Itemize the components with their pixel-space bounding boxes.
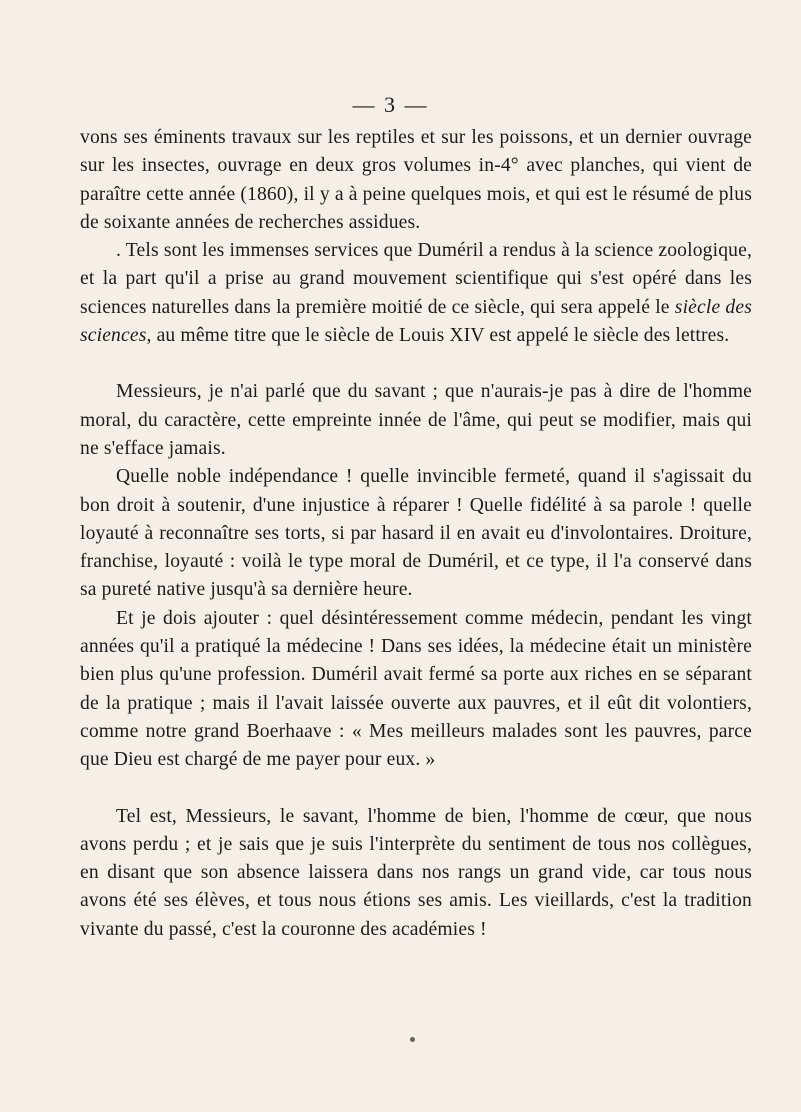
paragraph-services-part2: , au même titre que le siècle de Louis XIV est appelé le siècle des lettres. [146, 325, 730, 347]
paragraph-services-italic: siècle des sciences [80, 296, 753, 347]
paragraph-homme-moral: Messieurs, je n'ai parlé que du savant ; que n'aurais-je pas à dire de l'homme moral, du caractère, cette empreinte innée de l'âme, qui peut se modifier, mais qui ne s'efface jamais. [80, 381, 752, 459]
paragraph-services [80, 237, 752, 350]
paragraph-independance: Quelle noble indépendance ! quelle invincible fermeté, quand il s'agissait du bon droit à soutenir, d'une injustice à réparer ! Quelle fidélité à sa parole ! quelle loyauté à reconnaître ses torts, si par hasard il en avait eu d'involontaires. Droiture, franchise, loyauté : voilà le type moral de Duméril, et ce type, il l'a conservé dans sa pureté native jusqu'à sa dernière heure. [80, 466, 752, 601]
body-text [80, 124, 752, 944]
paragraph-conclusion: Tel est, Messieurs, le savant, l'homme de bien, l'homme de cœur, que nous avons perdu ; et je sais que je suis l'interprète du sentiment de tous nos collègues, en disant que son absence laissera dans nos rangs un grand vide, car tous nous avons été ses élèves, et tous nous étions ses amis. Les vieillards, c'est la tradition vivante du passé, c'est la couronne des académies ! [80, 805, 752, 940]
ink-speck [410, 1037, 415, 1042]
page-number: — 3 — [352, 92, 429, 117]
paragraph-services-part1: . Tels sont les immenses services que Duméril a rendus à la science zoologique, et la part qu'il a prise au grand mouvement scientifique qui s'est opéré dans les sciences naturelles dans la première moitié de ce siècle, qui sera appelé le [80, 240, 752, 318]
paragraph-continuation: vons ses éminents travaux sur les reptiles et sur les poissons, et un dernier ouvrage sur les insectes, ouvrage en deux gros volumes in-4° avec planches, qui vient de paraître cette année (1860), il y a à peine quelques mois, et qui est le résumé de plus de soixante années de recherches assidues. [80, 127, 752, 233]
paragraph-desinteressement: Et je dois ajouter : quel désintéressement comme médecin, pendant les vingt années qu'il a pratiqué la médecine ! Dans ses idées, la médecine était un ministère bien plus qu'une profession. Duméril avait fermé sa porte aux riches en se séparant de la pratique ; mais il l'avait laissée ouverte aux pauvres, et il eût dit volontiers, comme notre grand Boerhaave : « Mes meilleurs malades sont les pauvres, parce que Dieu est chargé de me payer pour eux. » [80, 607, 752, 771]
